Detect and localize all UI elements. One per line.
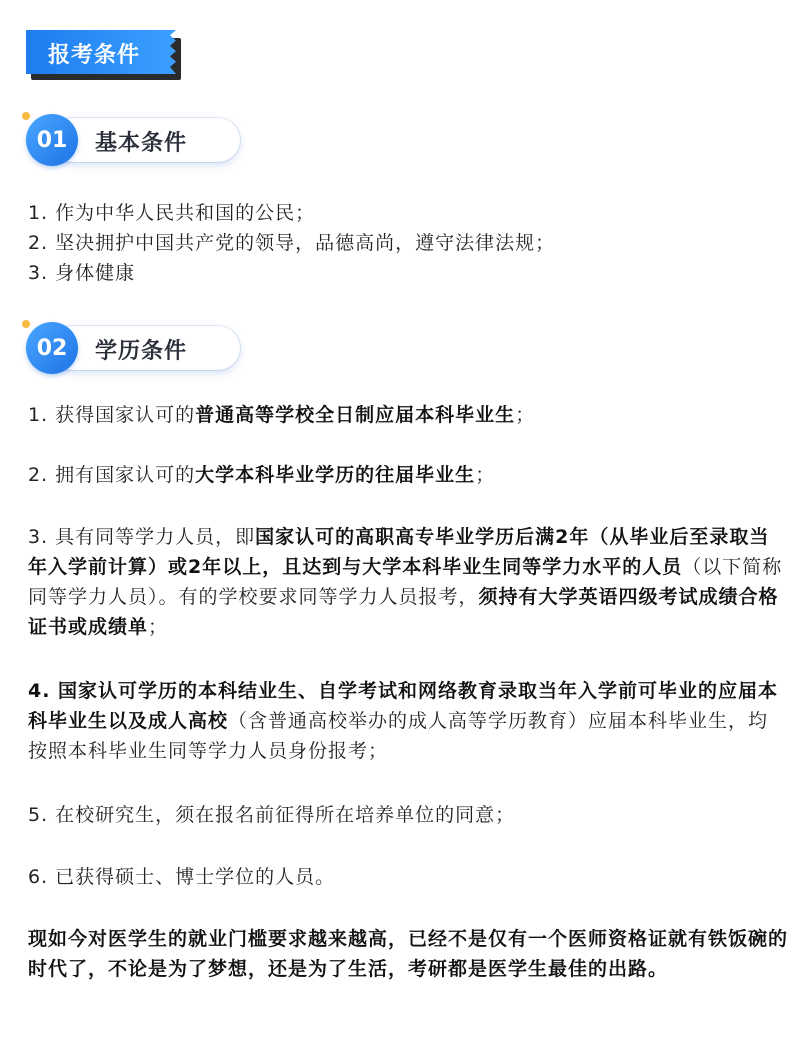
text-run: ； [475,464,496,486]
edu-item-1 [28,400,788,430]
text-run: ； [148,616,169,638]
section-title: 基本条件 [95,131,188,156]
decor-dot [22,112,30,120]
list-item: 3. 身体健康 [28,262,136,284]
list-item: 2. 坚决拥护中国共产党的领导，品德高尚，遵守法律法规； [28,232,556,254]
edu-item-2 [28,460,788,490]
section-title: 学历条件 [95,339,188,364]
section-number-badge: 02 [26,322,78,374]
emphasis: 4. 国家认可学历的本科结业生、自学考试和网络教育录取当年入学前可毕业的应届本科毕业生以及成人高校 [28,680,779,732]
emphasis: 须持有大学英语四级考试成绩合格证书或成绩单 [28,586,779,638]
emphasis: 现如今对医学生的就业门槛要求越来越高，已经不是仅有一个医师资格证就有铁饭碗的时代了，不论是为了梦想，还是为了生活，考研都是医学生最佳的出路。 [28,928,789,980]
banner-title: 报考条件 [48,43,141,68]
edu-item-5 [28,800,788,830]
section-header-education [20,320,240,380]
text-run: 2. 拥有国家认可的 [28,464,196,486]
text-run: 3. 具有同等学力人员，即 [28,526,256,548]
basic-conditions-list [28,198,788,288]
text-run: ； [515,404,536,426]
text-run: （含普通高校举办的成人高等学历教育）应届本科毕业生，均按照本科毕业生同等学力人员身份报考； [28,710,769,762]
edu-item-3 [28,522,788,642]
text-run: 6. 已获得硕士、博士学位的人员。 [28,866,336,888]
emphasis: 普通高等学校全日制应届本科毕业生 [195,404,516,426]
edu-item-6 [28,862,788,892]
emphasis: 国家认可的高职高专毕业学历后满2年（从毕业后至录取当年入学前计算）或2年以上，且达到与大学本科毕业生同等学力水平的人员 [28,526,770,578]
text-run: 5. 在校研究生，须在报名前征得所在培养单位的同意； [28,804,516,826]
decor-dot [22,320,30,328]
header-banner [26,30,186,82]
list-item: 1. 作为中华人民共和国的公民； [28,202,316,224]
text-run: （以下简称同等学力人员）。有的学校要求同等学力人员报考， [28,556,783,608]
closing-paragraph [28,924,788,984]
section-header-basic [20,112,240,172]
edu-item-4 [28,676,788,766]
text-run: 1. 获得国家认可的 [28,404,196,426]
emphasis: 大学本科毕业学历的往届毕业生 [195,464,476,486]
section-number-badge: 01 [26,114,78,166]
